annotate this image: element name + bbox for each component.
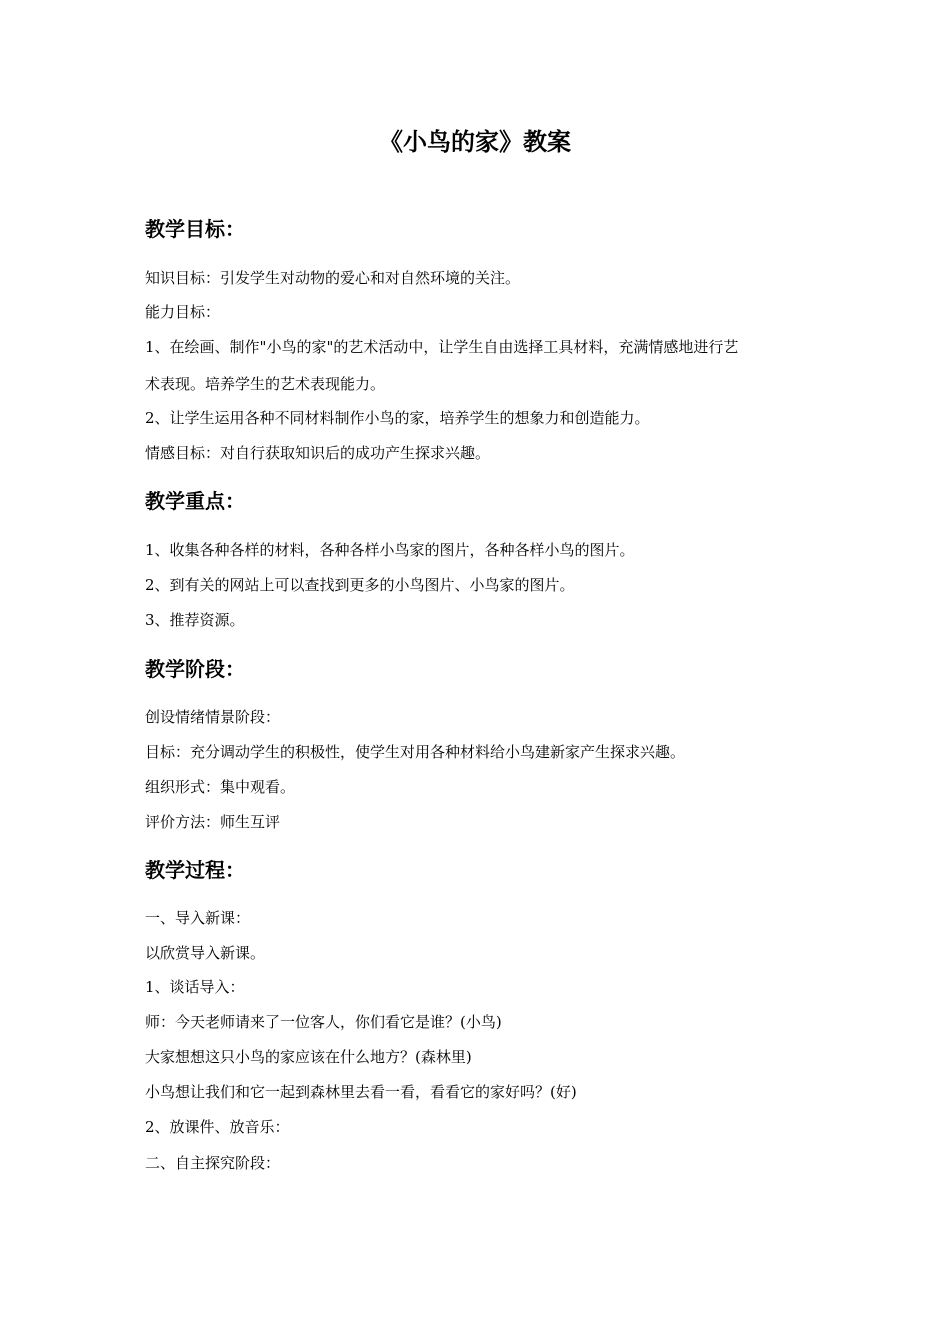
paragraph: 师：今天老师请来了一位客人，你们看它是谁？(小鸟)	[145, 1013, 502, 1031]
paragraph: 评价方法：师生互评	[145, 813, 281, 831]
paragraph: 情感目标：对自行获取知识后的成功产生探求兴趣。	[145, 444, 491, 462]
paragraph: 大家想想这只小鸟的家应该在什么地方？(森林里)	[145, 1048, 472, 1066]
paragraph: 知识目标：引发学生对动物的爱心和对自然环境的关注。	[145, 269, 521, 287]
paragraph: 1、收集各种各样的材料，各种各样小鸟家的图片，各种各样小鸟的图片。	[145, 541, 635, 559]
section-heading-teaching-objectives: 教学目标：	[145, 217, 245, 241]
section-heading-teaching-focus: 教学重点：	[145, 489, 245, 513]
paragraph: 二、自主探究阶段：	[145, 1154, 281, 1172]
paragraph: 2、到有关的网站上可以查找到更多的小鸟图片、小鸟家的图片。	[145, 576, 575, 594]
paragraph: 组织形式：集中观看。	[145, 778, 296, 796]
paragraph: 1、在绘画、制作"小鸟的家"的艺术活动中，让学生自由选择工具材料，充满情感地进行艺	[145, 338, 739, 356]
paragraph: 术表现。培养学生的艺术表现能力。	[145, 375, 386, 393]
paragraph: 创设情绪情景阶段：	[145, 708, 281, 726]
paragraph: 2、放课件、放音乐：	[145, 1118, 290, 1136]
section-heading-teaching-stage: 教学阶段：	[145, 657, 245, 681]
section-heading-teaching-process: 教学过程：	[145, 858, 245, 882]
paragraph: 1、谈话导入：	[145, 978, 245, 996]
paragraph: 小鸟想让我们和它一起到森林里去看一看，看看它的家好吗？(好)	[145, 1083, 577, 1101]
document-title: 《小鸟的家》教案	[379, 127, 571, 156]
paragraph: 2、让学生运用各种不同材料制作小鸟的家，培养学生的想象力和创造能力。	[145, 409, 650, 427]
paragraph: 目标：充分调动学生的积极性，使学生对用各种材料给小鸟建新家产生探求兴趣。	[145, 743, 686, 761]
paragraph: 3、推荐资源。	[145, 611, 245, 629]
paragraph: 一、导入新课：	[145, 909, 251, 927]
paragraph: 以欣赏导入新课。	[145, 944, 266, 962]
paragraph: 能力目标：	[145, 303, 221, 321]
